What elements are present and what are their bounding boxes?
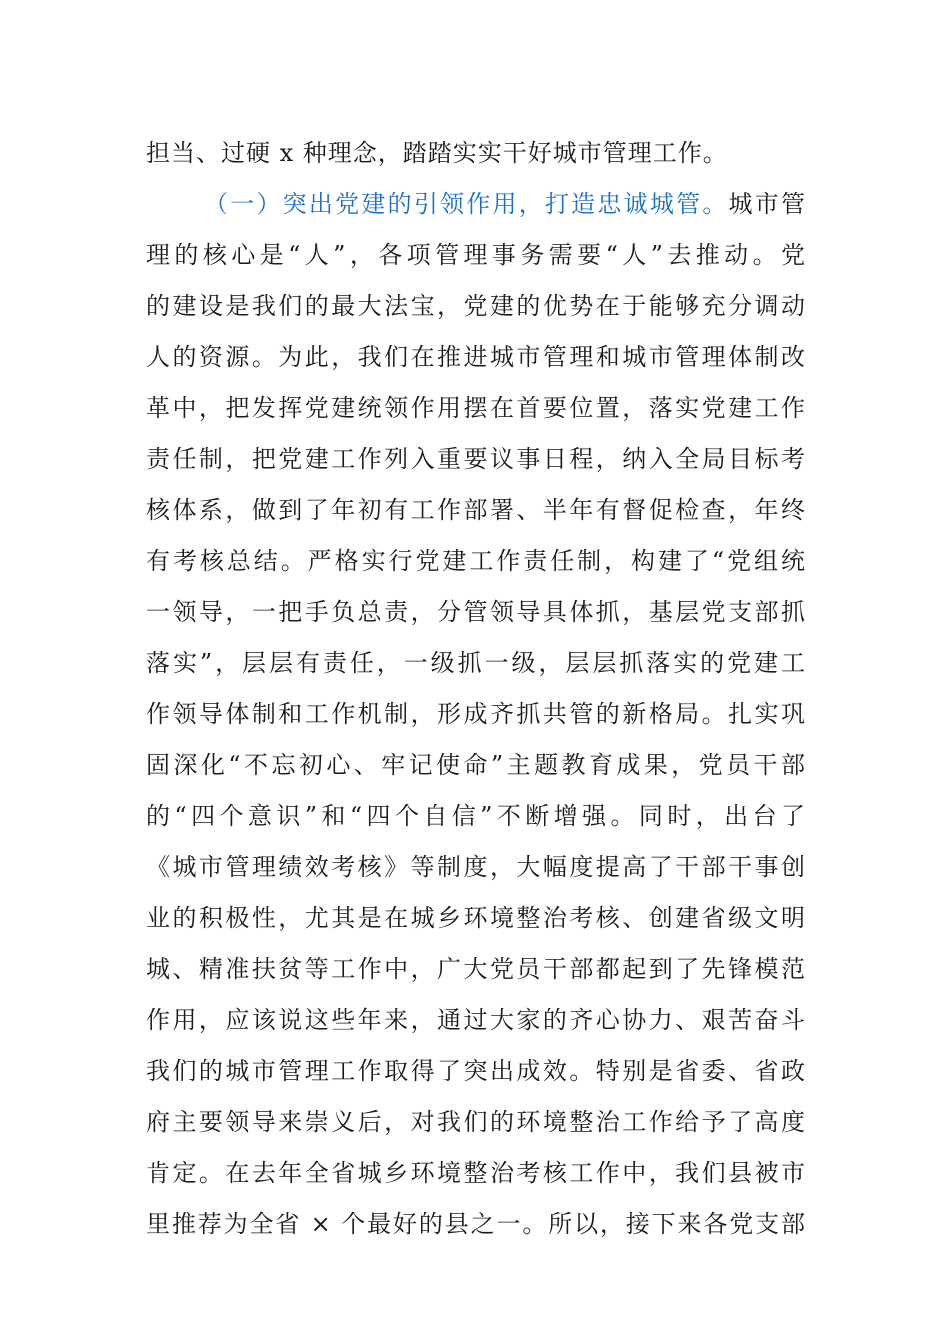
heading-line-continuation: 城市管 — [728, 190, 807, 218]
text-line: 作用，应该说这些年来，通过大家的齐心协力、艰苦奋斗 — [146, 1006, 806, 1034]
text-line: 核体系，做到了年初有工作部署、半年有督促检查，年终 — [146, 496, 806, 524]
text-line: 的“四个意识”和“四个自信”不断增强。同时，出台了 — [146, 802, 806, 830]
text-line: 业的积极性，尤其是在城乡环境整治考核、创建省级文明 — [146, 904, 806, 932]
text-line: 一领导，一把手负总责，分管领导具体抓，基层党支部抓 — [146, 598, 806, 626]
text-line: 肯定。在去年全省城乡环境整治考核工作中，我们县被市 — [146, 1159, 806, 1187]
text-line: 革中，把发挥党建统领作用摆在首要位置，落实党建工作 — [146, 394, 806, 422]
text-line: 《城市管理绩效考核》等制度，大幅度提高了干部干事创 — [146, 853, 806, 881]
text-line: 担当、过硬 x 种理念，踏踏实实干好城市管理工作。 — [146, 139, 728, 167]
text-line: 固深化“不忘初心、牢记使命”主题教育成果，党员干部 — [146, 751, 806, 779]
section-heading: （一）突出党建的引领作用，打造忠诚城管。 — [204, 190, 729, 218]
text-line: 府主要领导来崇义后，对我们的环境整治工作给予了高度 — [146, 1108, 806, 1136]
text-line: 作领导体制和工作机制，形成齐抓共管的新格局。扎实巩 — [146, 700, 806, 728]
text-line: 里推荐为全省 × 个最好的县之一。所以，接下来各党支部 — [146, 1210, 806, 1238]
text-line: 人的资源。为此，我们在推进城市管理和城市管理体制改 — [146, 343, 806, 371]
text-line: 责任制，把党建工作列入重要议事日程，纳入全局目标考 — [146, 445, 806, 473]
text-line: 城、精准扶贫等工作中，广大党员干部都起到了先锋模范 — [146, 955, 806, 983]
text-line: 的建设是我们的最大法宝，党建的优势在于能够充分调动 — [146, 292, 806, 320]
text-line: 落实”，层层有责任，一级抓一级，层层抓落实的党建工 — [146, 649, 806, 677]
document-body — [146, 128, 806, 1250]
section-heading-line — [146, 179, 806, 230]
text-line: 理的核心是“人”，各项管理事务需要“人”去推动。党 — [146, 241, 806, 269]
text-line: 我们的城市管理工作取得了突出成效。特别是省委、省政 — [146, 1057, 806, 1085]
text-line: 有考核总结。严格实行党建工作责任制，构建了“党组统 — [146, 547, 806, 575]
